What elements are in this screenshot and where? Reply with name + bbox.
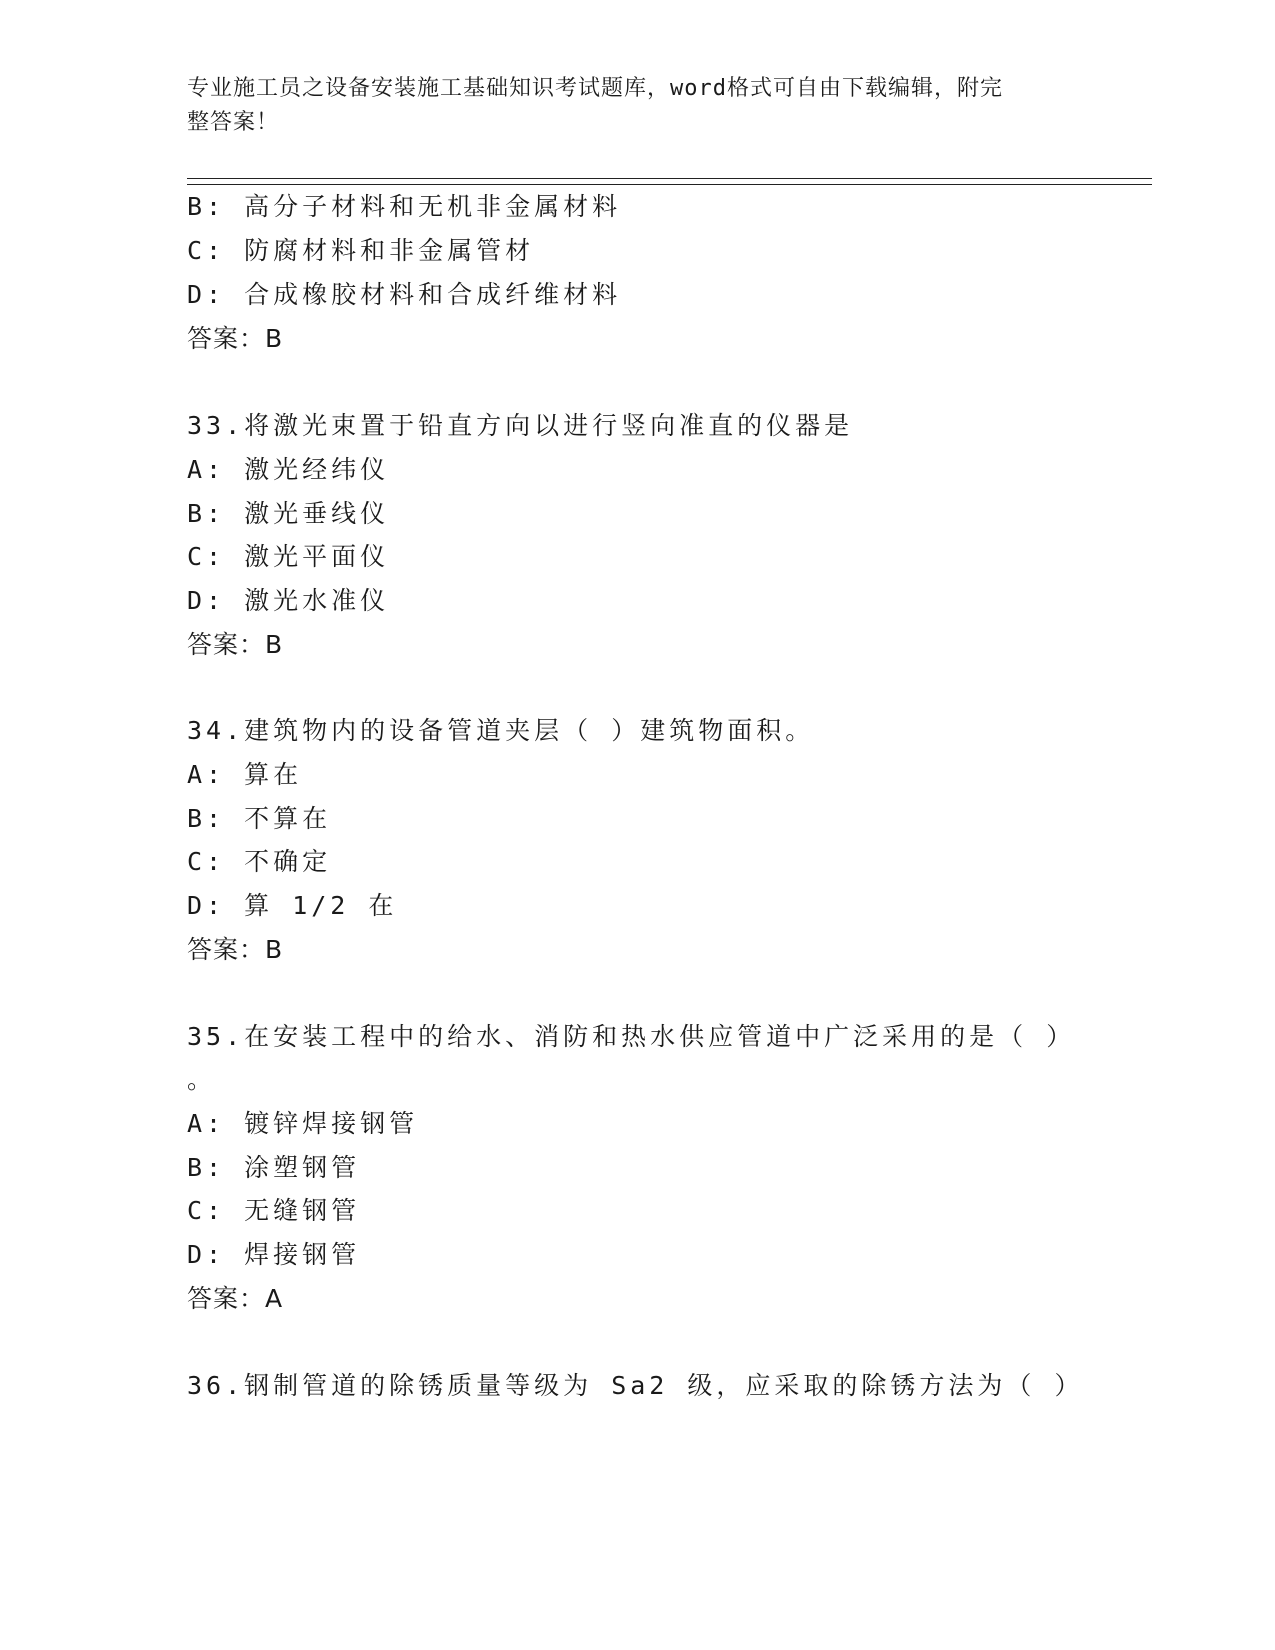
q35-option-b: B: 涂塑钢管 [187, 1153, 361, 1182]
q36-question: 36.钢制管道的除锈质量等级为 Sa2 级，应采取的除锈方法为（ ） [187, 1371, 1084, 1400]
header-line-1: 专业施工员之设备安装施工基础知识考试题库，word格式可自由下载编辑，附完 [187, 76, 1003, 101]
header-line-2: 整答案！ [187, 110, 280, 135]
q34-option-d: D: 算 1/2 在 [187, 891, 398, 920]
q33-option-a: A: 激光经纬仪 [187, 455, 390, 484]
header-divider-bottom [187, 184, 1152, 185]
q34-answer: 答案：B [187, 935, 284, 964]
q33-option-c: C: 激光平面仪 [187, 542, 390, 571]
q34-option-c: C: 不确定 [187, 847, 332, 876]
q35-question: 35.在安装工程中的给水、消防和热水供应管道中广泛采用的是（ ） [187, 1022, 1076, 1051]
q35-option-d: D: 焊接钢管 [187, 1240, 361, 1269]
q32-option-d: D: 合成橡胶材料和合成纤维材料 [187, 280, 622, 309]
q32-answer: 答案：B [187, 324, 284, 353]
q33-option-b: B: 激光垂线仪 [187, 499, 390, 528]
q35-option-c: C: 无缝钢管 [187, 1196, 361, 1225]
q34-question: 34.建筑物内的设备管道夹层（ ）建筑物面积。 [187, 716, 815, 745]
q35-question-continued: 。 [187, 1065, 217, 1094]
q33-answer: 答案：B [187, 630, 284, 659]
q33-question: 33.将激光束置于铅直方向以进行竖向准直的仪器是 [187, 411, 854, 440]
header-divider-top [187, 178, 1152, 179]
q34-option-b: B: 不算在 [187, 804, 332, 833]
q32-option-b: B: 高分子材料和无机非金属材料 [187, 192, 622, 221]
q35-option-a: A: 镀锌焊接钢管 [187, 1109, 419, 1138]
document-header [187, 72, 1067, 140]
q34-option-a: A: 算在 [187, 760, 303, 789]
q35-answer: 答案：A [187, 1284, 284, 1313]
q32-option-c: C: 防腐材料和非金属管材 [187, 236, 535, 265]
q33-option-d: D: 激光水准仪 [187, 586, 390, 615]
